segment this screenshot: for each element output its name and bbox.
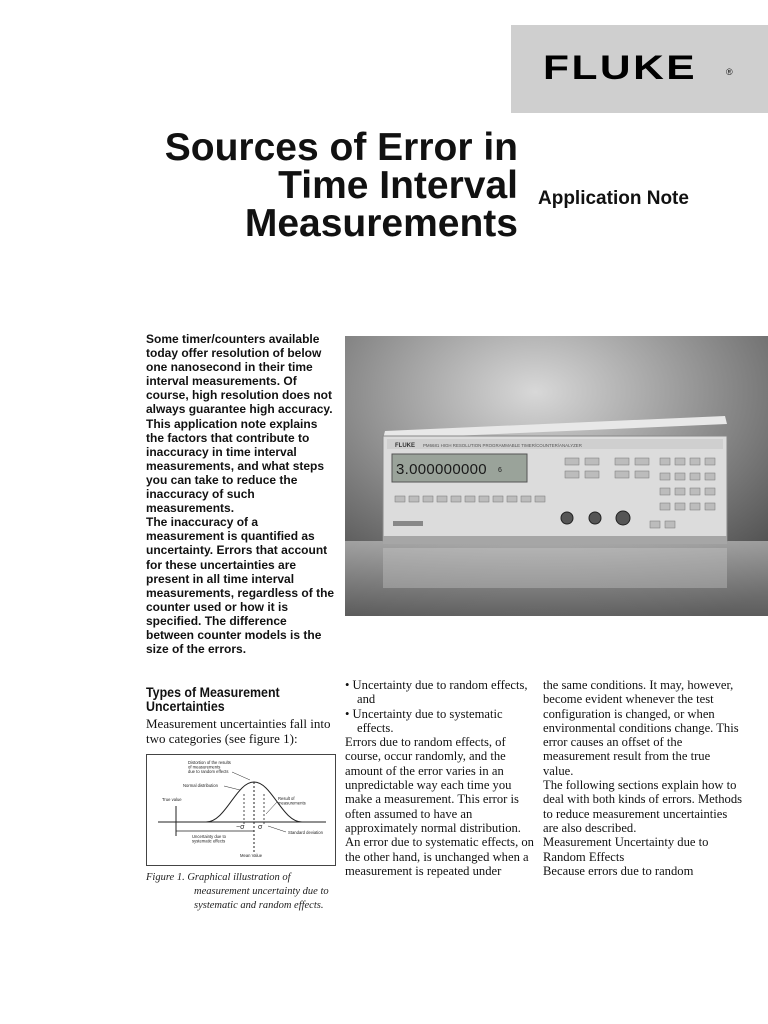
section-body-text: Measurement uncertainties fall into two categories (see figure 1):	[146, 716, 331, 746]
label-systematic-1: Uncertainty due to	[192, 834, 226, 839]
label-sigma: σ	[258, 824, 263, 831]
title-line-3: Measurements	[244, 202, 518, 245]
label-result-2: measurements	[278, 800, 306, 806]
display-reading: 3.000000000	[396, 461, 487, 478]
intro-text	[146, 332, 338, 656]
application-note-label: Application Note	[538, 188, 689, 209]
caption-rest: measurement uncertainty due to systematic and random effects.	[194, 886, 329, 912]
bullet-random: • Uncertainty due to random effects, and	[345, 678, 528, 707]
figure-caption	[146, 871, 341, 914]
title-line-1: Sources of Error in	[164, 126, 518, 169]
instrument-brand: FLUKE	[395, 443, 415, 449]
intro-paragraph-3: The inaccuracy of a measurement is quantified as uncertainty. Errors that account for these uncertainties are present in all time interval measurements, regardless of the counter used or how it is specified. The difference between counter models is the size of the errors.	[146, 515, 335, 657]
page-title	[164, 126, 518, 245]
col3-paragraph-3: Because errors due to random	[543, 863, 694, 878]
section-body	[146, 716, 341, 746]
label-distortion-1: Distortion of the results	[188, 760, 231, 765]
section-heading: Types of Measurement Uncertainties	[146, 685, 280, 714]
fluke-logo: FLUKE	[543, 49, 698, 87]
figure-frame	[147, 755, 336, 866]
column-3	[543, 678, 743, 878]
bullet-systematic: • Uncertainty due to systematic effects.	[345, 706, 503, 735]
caption-lead: Figure 1. Graphical illustration of	[146, 872, 291, 883]
power-switch	[393, 521, 423, 526]
col2-paragraph-2: An error due to systematic effects, on the other hand, is unchanged when a measurement is repeated under	[345, 835, 534, 878]
display-unit: 6	[498, 467, 502, 474]
uncertainty-figure	[146, 754, 336, 866]
column-2	[345, 678, 535, 878]
label-normal-distribution: Normal distribution	[183, 783, 218, 788]
label-result-1: Result of	[278, 796, 295, 801]
col2-paragraph-1: Errors due to random effects, of course, occur randomly, and the amount of the error varies in an unpredictable way each time you make a measurement. This error is often assumed to have an approximately normal distribution.	[345, 735, 521, 835]
label-systematic-2: systematic effects	[192, 838, 226, 844]
col3-subheading: Measurement Uncertainty due to Random Effects	[543, 835, 709, 864]
instrument-model: PM6681 HIGH RESOLUTION PROGRAMMABLE TIMER/COUNTER/ANALYZER	[423, 443, 582, 448]
product-photo	[345, 336, 768, 616]
intro-paragraph-2: This application note explains the factors that contribute to inaccuracy in time interval measurements, and what steps you can take to reduce the inaccuracy of such measurements.	[146, 416, 325, 516]
title-line-2: Time Interval	[278, 164, 518, 207]
intro-paragraph-1: Some timer/counters available today offer resolution of below one nanosecond in their time interval measurements. Of course, high resolution does not always guarantee high accuracy.	[146, 332, 333, 417]
col3-paragraph-1: the same conditions. It may, however, become evident whenever the test configuration is changed, or when environmental conditions change. This error causes an offset of the measurement result from the true value.	[543, 678, 739, 778]
label-standard-deviation: Standard deviation	[288, 830, 323, 835]
label-distortion-2: of measurements	[188, 764, 221, 770]
label-minus-sigma: −σ	[236, 824, 245, 831]
label-distortion-3: due to random effects	[188, 769, 229, 774]
logo-box	[511, 25, 768, 113]
col3-paragraph-2: The following sections explain how to deal with both kinds of errors. Methods to reduce measurement uncertainties are also described.	[543, 778, 743, 835]
label-true-value: True value	[162, 797, 182, 802]
instrument-reflection	[383, 548, 727, 588]
label-mean-value: Mean Value	[240, 853, 263, 858]
registered-mark: ®	[726, 67, 733, 77]
